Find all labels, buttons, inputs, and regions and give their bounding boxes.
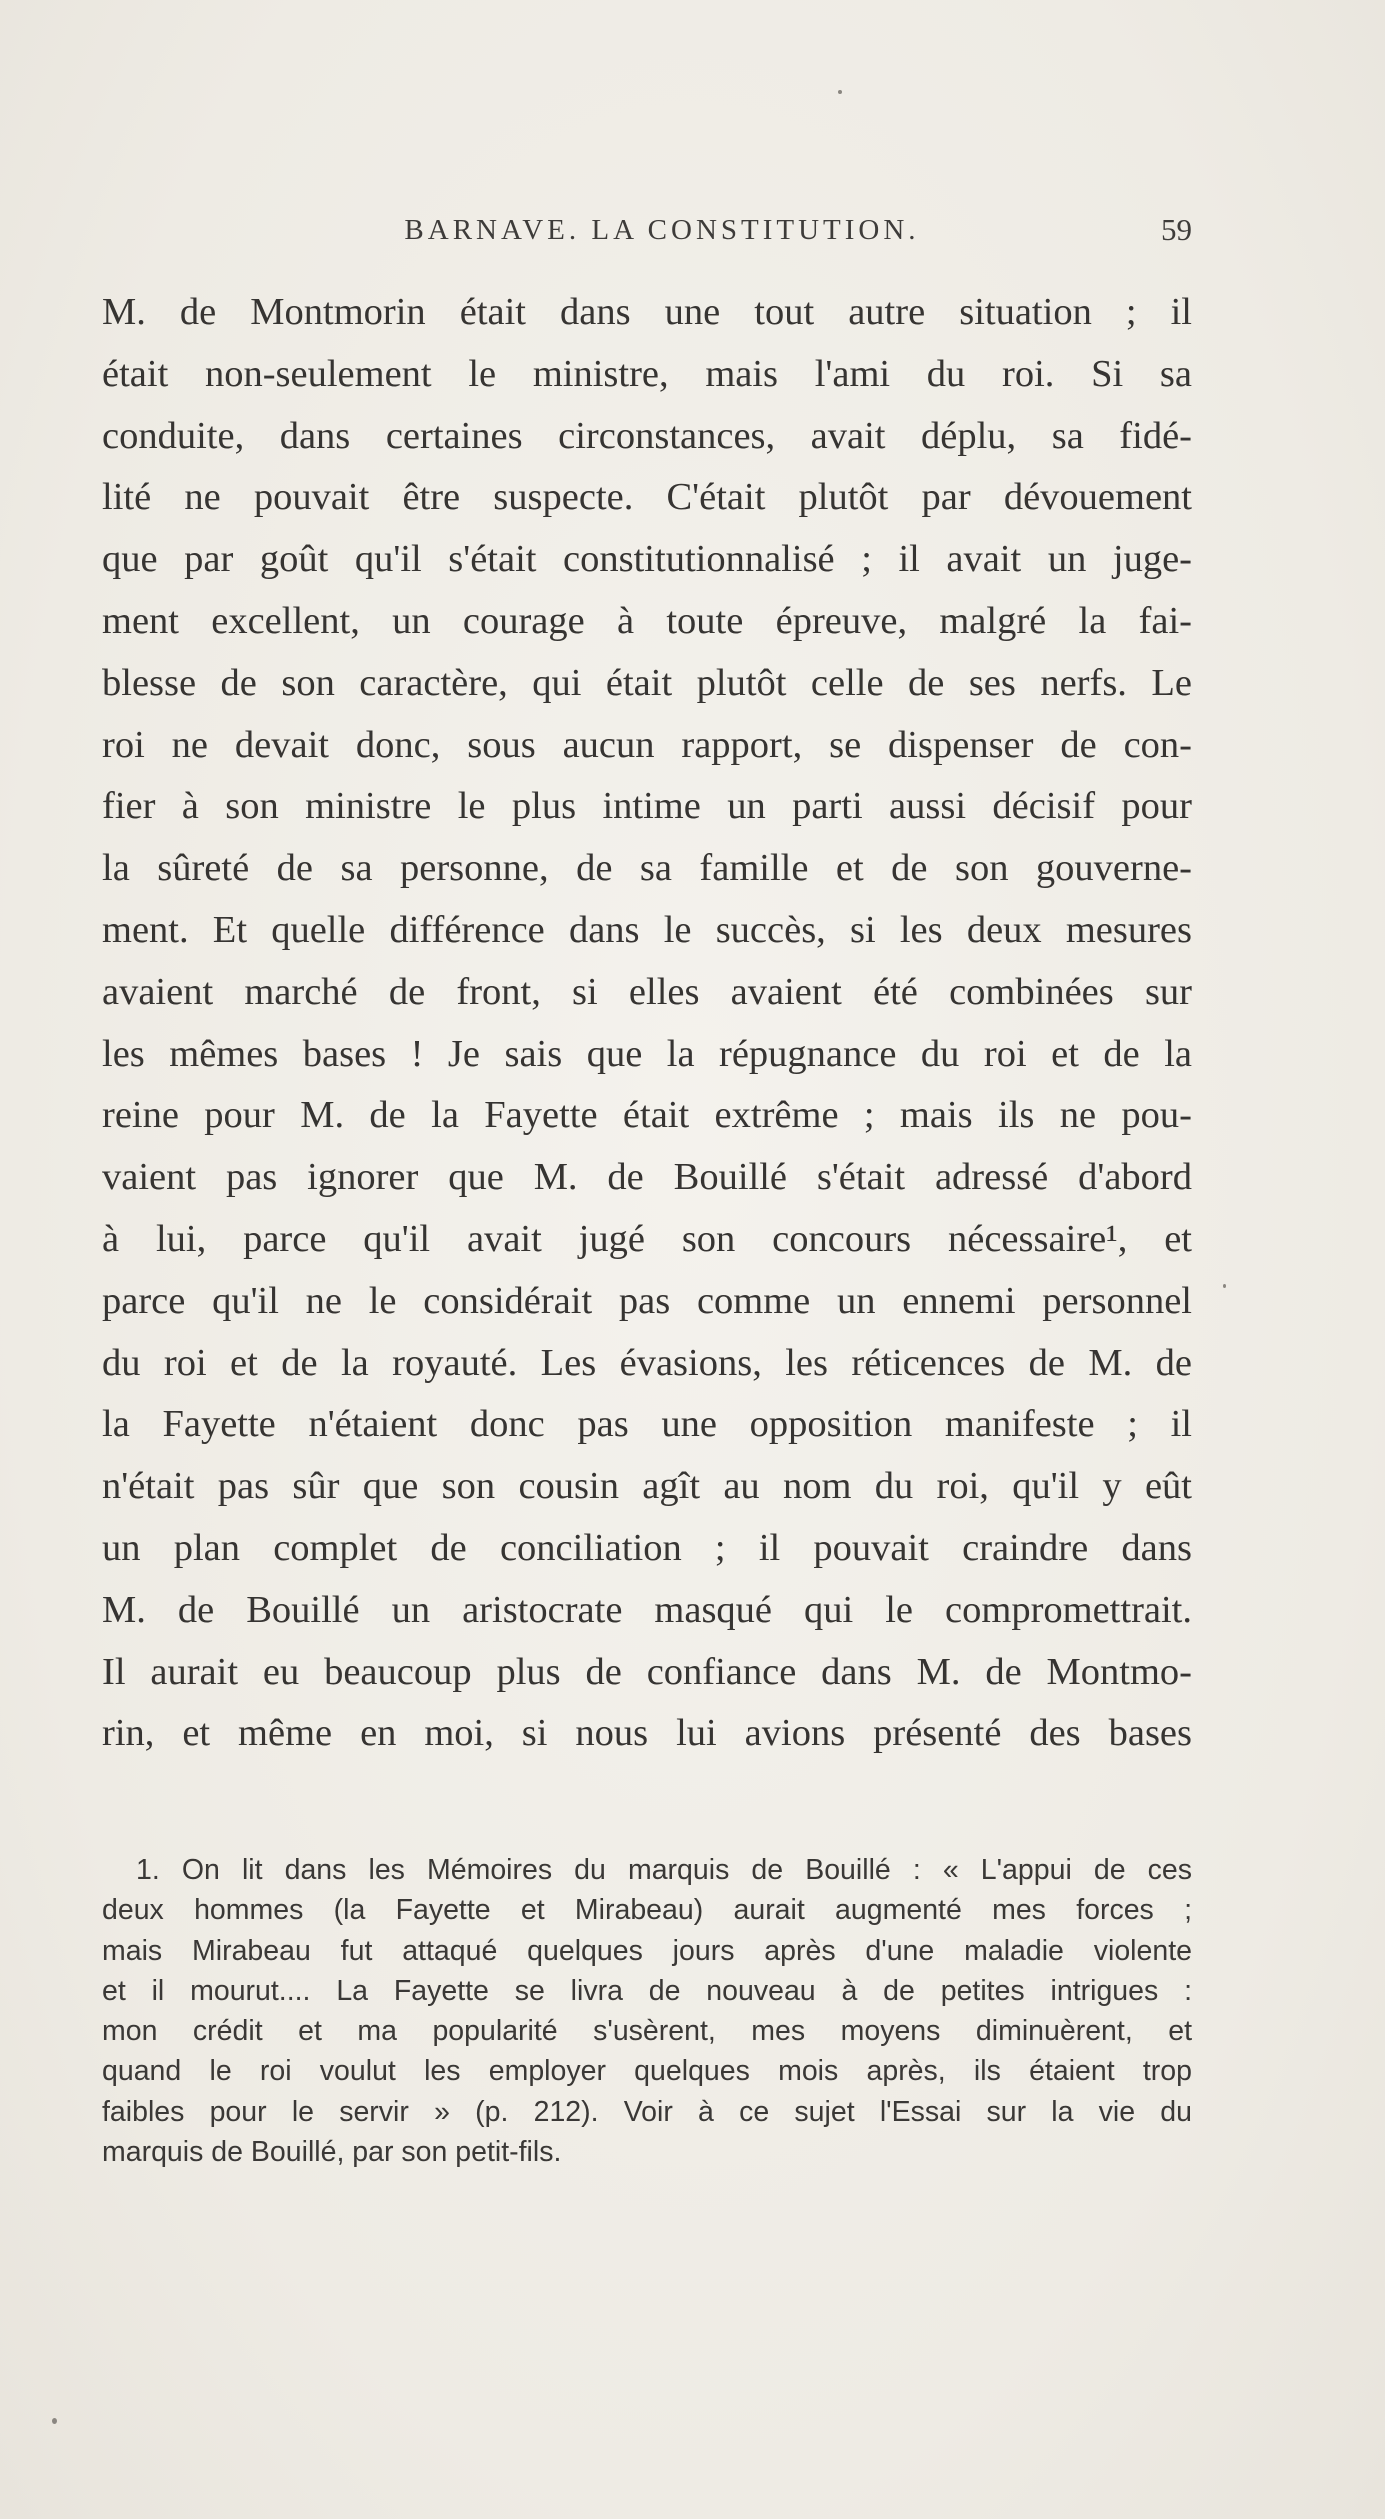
- text-line: lité ne pouvait être suspecte. C'était plutôt par dévouement: [102, 476, 1192, 519]
- footnote-line: mais Mirabeau fut attaqué quelques jours après d'une maladie violente: [102, 1934, 1192, 1967]
- footnote-line: marquis de Bouillé, par son petit-fils.: [102, 2136, 562, 2169]
- text-line: blesse de son caractère, qui était plutôt celle de ses nerfs. Le: [102, 661, 1192, 704]
- text-line: un plan complet de conciliation ; il pouvait craindre dans: [102, 1526, 1192, 1569]
- text-line: avaient marché de front, si elles avaient été combinées sur: [102, 970, 1192, 1013]
- text-line: à lui, parce qu'il avait jugé son concours nécessaire¹, et: [102, 1217, 1192, 1260]
- text-line: reine pour M. de la Fayette était extrême ; mais ils ne pou-: [102, 1094, 1192, 1137]
- text-line: la Fayette n'étaient donc pas une opposition manifeste ; il: [102, 1403, 1192, 1446]
- paper-speck: [838, 90, 842, 94]
- footnote-line: deux hommes (la Fayette et Mirabeau) aurait augmenté mes forces ;: [102, 1894, 1192, 1927]
- body-text: [102, 282, 1192, 1765]
- page-header: [132, 210, 1192, 260]
- text-line: rin, et même en moi, si nous lui avions présenté des bases: [102, 1712, 1192, 1755]
- footnote-line: et il mourut.... La Fayette se livra de nouveau à de petites intrigues :: [102, 1974, 1192, 2007]
- text-line: les mêmes bases ! Je sais que la répugnance du roi et de la: [102, 1032, 1192, 1075]
- footnote-line: quand le roi voulut les employer quelques mois après, ils étaient trop: [102, 2055, 1192, 2088]
- text-line: ment excellent, un courage à toute épreuve, malgré la fai-: [102, 599, 1192, 642]
- text-line: fier à son ministre le plus intime un parti aussi décisif pour: [102, 785, 1192, 828]
- footnote-line: 1. On lit dans les Mémoires du marquis de Bouillé : « L'appui de ces: [136, 1854, 1192, 1886]
- running-title: BARNAVE. LA CONSTITUTION.: [404, 214, 920, 246]
- text-line: la sûreté de sa personne, de sa famille et de son gouverne-: [102, 847, 1192, 890]
- text-line: était non-seulement le ministre, mais l'ami du roi. Si sa: [102, 352, 1192, 395]
- text-line: ment. Et quelle différence dans le succès, si les deux mesures: [102, 908, 1192, 951]
- text-line: n'était pas sûr que son cousin agît au nom du roi, qu'il y eût: [102, 1465, 1192, 1508]
- text-line: parce qu'il ne le considérait pas comme un ennemi personnel: [102, 1279, 1192, 1322]
- text-line: que par goût qu'il s'était constitutionnalisé ; il avait un juge-: [102, 538, 1192, 581]
- text-line: M. de Montmorin était dans une tout autre situation ; il: [102, 291, 1192, 333]
- paper-speck: [1223, 1284, 1226, 1288]
- footnote: [102, 1850, 1192, 2172]
- paper-speck: [52, 2418, 57, 2424]
- text-line: roi ne devait donc, sous aucun rapport, se dispenser de con-: [102, 723, 1192, 766]
- text-line: conduite, dans certaines circonstances, avait déplu, sa fidé-: [102, 414, 1192, 457]
- footnote-line: mon crédit et ma popularité s'usèrent, mes moyens diminuèrent, et: [102, 2015, 1192, 2048]
- text-line: vaient pas ignorer que M. de Bouillé s'était adressé d'abord: [102, 1156, 1192, 1199]
- footnote-line: faibles pour le servir » (p. 212). Voir à ce sujet l'Essai sur la vie du: [102, 2095, 1192, 2128]
- text-line: du roi et de la royauté. Les évasions, les réticences de M. de: [102, 1341, 1192, 1384]
- page-number: 59: [1161, 212, 1192, 247]
- text-line: M. de Bouillé un aristocrate masqué qui le compromettrait.: [102, 1588, 1192, 1631]
- text-line: Il aurait eu beaucoup plus de confiance dans M. de Montmo-: [102, 1650, 1192, 1693]
